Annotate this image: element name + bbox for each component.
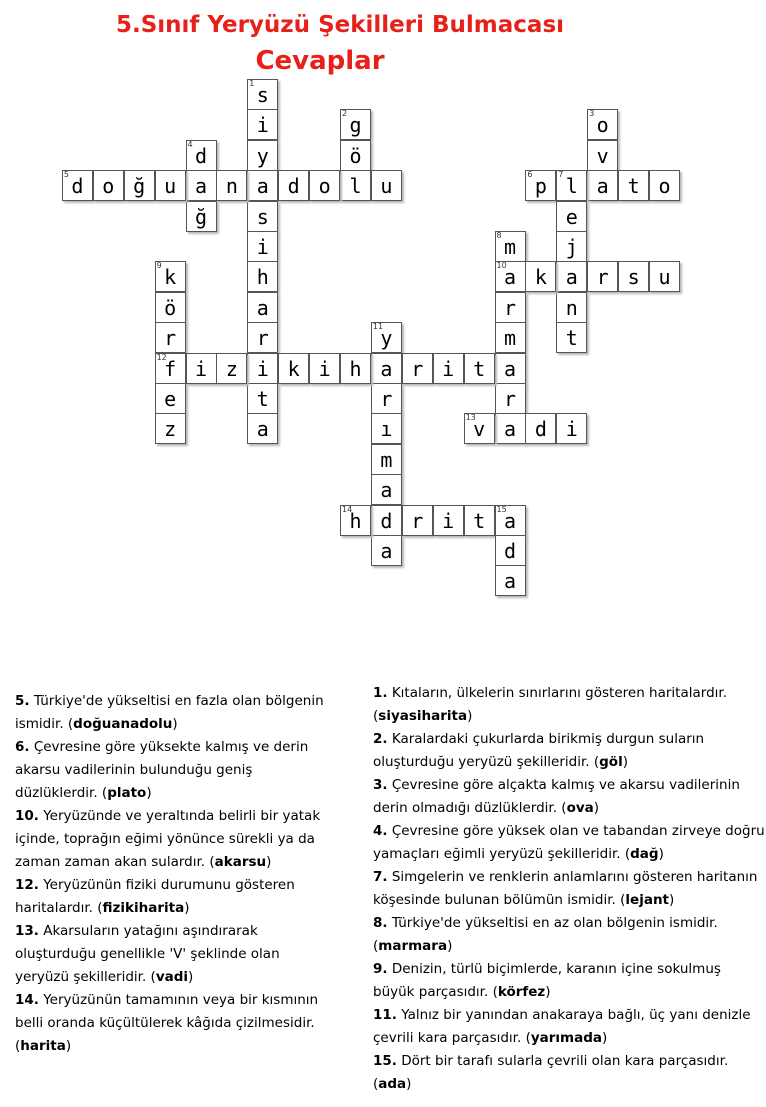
clue-item	[373, 1050, 765, 1096]
grid-cell	[247, 201, 278, 232]
cell-letter: ö	[349, 143, 362, 168]
cell-letter: ğ	[133, 174, 146, 199]
clue-number: 6.	[15, 739, 30, 755]
clue-number: 5	[63, 170, 69, 180]
clue-number: 12	[156, 352, 167, 362]
cell-letter: t	[256, 387, 269, 411]
cell-letter: a	[256, 295, 269, 320]
grid-cell	[402, 353, 433, 384]
clue-paren: )	[447, 938, 453, 954]
cell-letter: m	[503, 235, 517, 259]
cell-letter: t	[627, 174, 640, 199]
grid-cell	[62, 170, 93, 201]
clue-text: Çevresine göre yüksek olan ve tabandan zirveye doğru yamaçları eğimli yeryüzü şekilleridir. (	[373, 823, 765, 862]
cell-letter: i	[442, 356, 455, 381]
clue-paren: )	[184, 900, 190, 916]
grid-cell	[649, 170, 680, 201]
grid-cell	[525, 413, 556, 444]
clue-item	[373, 1004, 765, 1050]
grid-cell	[247, 413, 278, 444]
cell-letter: a	[194, 174, 208, 199]
grid-cell	[155, 261, 186, 292]
clue-answer: göl	[599, 754, 623, 770]
grid-cell	[495, 383, 526, 414]
cell-letter: r	[411, 508, 424, 533]
grid-cell	[495, 292, 526, 323]
clue-number: 10	[496, 261, 507, 271]
grid-cell	[247, 79, 278, 110]
clue-number: 15	[496, 504, 507, 514]
clue-item	[373, 820, 765, 866]
clue-number: 10.	[15, 808, 39, 824]
cell-letter: a	[503, 417, 517, 442]
grid-cell	[371, 474, 402, 505]
grid-cell	[155, 170, 186, 201]
grid-cell	[587, 170, 618, 201]
cell-letter: r	[596, 265, 609, 290]
grid-cell	[371, 535, 402, 566]
clue-item	[373, 728, 765, 774]
clue-paren: )	[406, 1076, 412, 1092]
clue-text: Çevresine göre yüksekte kalmış ve derin akarsu vadilerinin bulunduğu geniş düzlüklerdir. (	[15, 739, 309, 801]
cell-letter: d	[194, 143, 208, 168]
grid-cell	[155, 383, 186, 414]
grid-cell	[186, 353, 217, 384]
grid-cell	[371, 444, 402, 475]
cell-letter: o	[658, 174, 671, 199]
cell-letter: n	[225, 174, 238, 199]
clue-item	[373, 866, 765, 912]
grid-cell	[216, 170, 247, 201]
clue-paren: )	[467, 708, 473, 724]
clue-paren: )	[172, 716, 178, 732]
clue-answer: dağ	[630, 846, 659, 862]
cell-letter: t	[473, 508, 486, 533]
clue-number: 3	[589, 109, 595, 119]
clue-text: Yeryüzünde ve yeraltında belirli bir yatak içinde, toprağın eğimi yönünce sürekli ya da zaman zaman akan sulardır. (	[15, 808, 321, 870]
clue-number: 2.	[373, 731, 388, 747]
grid-cell	[402, 505, 433, 536]
cell-letter: e	[565, 204, 578, 229]
clues-right-column	[373, 682, 765, 1096]
grid-cell	[247, 140, 278, 171]
cell-letter: g	[349, 113, 362, 138]
cell-letter: i	[194, 356, 208, 381]
grid-cell	[587, 140, 618, 171]
cell-letter: k	[164, 265, 177, 290]
clue-paren: )	[65, 1038, 72, 1054]
grid-cell	[186, 170, 217, 201]
clue-item	[373, 774, 765, 820]
grid-cell	[495, 505, 526, 536]
cell-letter: a	[380, 356, 393, 381]
cell-letter: h	[349, 356, 362, 381]
cell-letter: ğ	[194, 204, 208, 229]
grid-cell	[186, 140, 217, 171]
clue-text: Simgelerin ve renklerin anlamlarını gösteren haritanın köşesinde bulunan bölümün ismidir. (	[373, 869, 758, 908]
cell-letter: u	[380, 174, 393, 199]
grid-cell	[247, 170, 278, 201]
clue-answer: doğuanadolu	[73, 716, 173, 732]
grid-cell	[495, 565, 526, 596]
grid-cell	[247, 292, 278, 323]
cell-letter: a	[380, 539, 393, 563]
grid-cell	[464, 413, 495, 444]
cell-letter: r	[503, 387, 517, 411]
clue-text: Türkiye'de yükseltisi en az olan bölgenin ismidir. (	[373, 915, 718, 954]
clue-number: 9.	[373, 961, 388, 977]
clue-answer: ova	[566, 800, 594, 816]
clue-number: 4.	[373, 823, 388, 839]
clue-item	[15, 690, 337, 736]
cell-letter: z	[164, 417, 177, 442]
grid-cell	[556, 322, 587, 353]
clue-item	[373, 682, 765, 728]
grid-cell	[340, 170, 371, 201]
cell-letter: d	[380, 508, 393, 533]
clue-number: 14.	[15, 992, 39, 1008]
cell-letter: a	[380, 478, 393, 503]
clue-text: Akarsuların yatağını aşındırarak oluşturduğu genellikle 'V' şeklinde olan yeryüzü şekilleridir. (	[15, 923, 280, 985]
cell-letter: l	[565, 174, 578, 199]
cell-letter: a	[503, 265, 517, 290]
page-title: 5.Sınıf Yeryüzü Şekilleri Bulmacası	[115, 12, 565, 38]
grid-cell	[556, 292, 587, 323]
cell-letter: j	[565, 235, 578, 259]
grid-cell	[340, 353, 371, 384]
clue-number: 7.	[373, 869, 388, 885]
grid-cell	[155, 292, 186, 323]
cell-letter: a	[503, 508, 517, 533]
grid-cell	[216, 353, 247, 384]
clue-text: Denizin, türlü biçimlerde, karanın içine sokulmuş büyük parçasıdır. (	[373, 961, 721, 1000]
clue-paren: )	[146, 785, 152, 801]
grid-cell	[340, 109, 371, 140]
clue-number: 8	[496, 231, 502, 240]
clue-paren: )	[545, 984, 551, 1000]
grid-cell	[464, 353, 495, 384]
clue-number: 6	[527, 170, 533, 180]
grid-cell	[155, 322, 186, 353]
grid-cell	[556, 201, 587, 232]
grid-cell	[186, 201, 217, 232]
clue-number: 5.	[15, 693, 30, 709]
clue-number: 1.	[373, 685, 388, 701]
clues-left-column	[15, 690, 337, 1058]
cell-letter: u	[658, 265, 671, 290]
clue-number: 7	[558, 170, 564, 180]
cell-letter: r	[503, 295, 517, 320]
grid-cell	[464, 505, 495, 536]
grid-cell	[587, 261, 618, 292]
cell-letter: e	[164, 387, 177, 411]
clue-text: Kıtaların, ülkelerin sınırlarını gösteren haritalardır. (	[373, 685, 727, 724]
clue-number: 2	[342, 109, 348, 119]
grid-cell	[371, 383, 402, 414]
cell-letter: d	[287, 174, 300, 199]
clue-item	[373, 912, 765, 958]
clue-number: 13.	[15, 923, 39, 939]
cell-letter: t	[565, 326, 578, 351]
clue-answer: körfez	[497, 984, 546, 1000]
cell-letter: u	[164, 174, 177, 199]
grid-cell	[495, 261, 526, 292]
clue-item	[15, 805, 337, 874]
cell-letter: d	[71, 174, 84, 199]
cell-letter: i	[318, 356, 331, 381]
grid-cell	[247, 231, 278, 262]
clue-answer: fizikiharita	[102, 900, 185, 916]
cell-letter: y	[256, 143, 269, 168]
grid-cell	[278, 353, 309, 384]
cell-letter: i	[256, 113, 269, 138]
cell-letter: k	[534, 265, 547, 290]
cell-letter: ö	[164, 295, 177, 320]
cell-letter: n	[565, 295, 578, 320]
grid-cell	[495, 353, 526, 384]
grid-cell	[309, 353, 340, 384]
grid-cell	[649, 261, 680, 292]
grid-cell	[371, 170, 402, 201]
clue-text: Dört bir tarafı sularla çevrili olan kara parçasıdır. (	[373, 1053, 729, 1092]
grid-cell	[556, 413, 587, 444]
grid-cell	[433, 353, 464, 384]
clue-text: Yalnız bir yanından anakaraya bağlı, üç yanı denizle çevrili kara parçasıdır. (	[373, 1007, 751, 1046]
cell-letter: o	[318, 174, 331, 199]
clue-number: 13	[465, 413, 476, 423]
cell-letter: r	[411, 356, 424, 381]
clue-number: 14	[342, 504, 353, 514]
grid-cell	[247, 353, 278, 384]
grid-cell	[124, 170, 155, 201]
cell-letter: a	[256, 174, 269, 199]
grid-cell	[495, 535, 526, 566]
grid-cell	[433, 505, 464, 536]
grid-cell	[247, 322, 278, 353]
cell-letter: i	[256, 356, 269, 381]
cell-letter: z	[225, 356, 238, 381]
grid-cell	[309, 170, 340, 201]
clue-item	[15, 989, 337, 1058]
cell-letter: s	[256, 204, 269, 229]
clue-item	[15, 736, 337, 805]
clue-answer: yarımada	[530, 1030, 602, 1046]
clue-number: 15.	[373, 1053, 397, 1069]
grid-cell	[371, 413, 402, 444]
clue-paren: )	[658, 846, 664, 862]
cell-letter: l	[349, 174, 362, 199]
cell-letter: f	[164, 356, 177, 381]
clue-text: Türkiye'de yükseltisi en fazla olan bölgenin ismidir. (	[15, 693, 324, 732]
clue-paren: )	[669, 892, 675, 908]
grid-cell	[495, 413, 526, 444]
grid-cell	[556, 231, 587, 262]
cell-letter: a	[503, 569, 517, 594]
grid-cell	[525, 170, 556, 201]
cell-letter: h	[349, 508, 362, 533]
grid-cell	[93, 170, 124, 201]
grid-cell	[247, 383, 278, 414]
grid-cell	[556, 261, 587, 292]
clue-number: 8.	[373, 915, 388, 931]
cell-letter: v	[473, 417, 486, 442]
cell-letter: m	[380, 447, 393, 472]
clue-text: Yeryüzünün fiziki durumunu gösteren haritalardır. (	[15, 877, 295, 916]
cell-letter: p	[534, 174, 547, 199]
clue-answer: siyasiharita	[378, 708, 468, 724]
cell-letter: a	[503, 356, 517, 381]
grid-cell	[618, 261, 649, 292]
clue-number: 3.	[373, 777, 388, 793]
clue-paren: )	[593, 800, 600, 816]
cell-letter: s	[627, 265, 640, 290]
cell-letter: ı	[380, 417, 393, 442]
cell-letter: y	[380, 326, 393, 351]
page-subtitle: Cevaplar	[255, 46, 385, 76]
clue-answer: ada	[378, 1076, 407, 1092]
grid-cell	[340, 505, 371, 536]
clue-paren: )	[266, 854, 272, 870]
cell-letter: s	[256, 83, 269, 107]
cell-letter: d	[534, 417, 547, 442]
grid-cell	[371, 353, 402, 384]
cell-letter: d	[503, 539, 517, 563]
cell-letter: a	[256, 417, 269, 442]
grid-cell	[495, 231, 526, 262]
grid-cell	[247, 109, 278, 140]
clue-answer: lejant	[625, 892, 670, 908]
cell-letter: o	[596, 113, 609, 138]
clue-number: 4	[187, 139, 193, 149]
clue-answer: harita	[20, 1038, 66, 1054]
clue-number: 11.	[373, 1007, 397, 1023]
cell-letter: i	[442, 508, 455, 533]
clue-item	[373, 958, 765, 1004]
grid-cell	[278, 170, 309, 201]
cell-letter: k	[287, 356, 300, 381]
clue-number: 11	[372, 322, 384, 332]
clue-number: 1	[249, 79, 255, 88]
grid-cell	[340, 140, 371, 171]
clue-answer: plato	[107, 785, 147, 801]
cell-letter: h	[256, 265, 269, 290]
cell-letter: r	[164, 326, 177, 351]
cell-letter: v	[596, 143, 609, 168]
clue-paren: )	[622, 754, 628, 770]
grid-cell	[587, 109, 618, 140]
clue-text: Karalardaki çukurlarda birikmiş durgun suların oluşturduğu yeryüzü şekilleridir. (	[373, 731, 705, 770]
clue-answer: vadi	[155, 969, 189, 985]
cell-letter: r	[380, 387, 393, 411]
grid-cell	[556, 170, 587, 201]
grid-cell	[618, 170, 649, 201]
clue-item	[15, 874, 337, 920]
clue-answer: akarsu	[214, 854, 267, 870]
clue-text: Çevresine göre alçakta kalmış ve akarsu vadilerinin derin olmadığı düzlüklerdir. (	[373, 777, 740, 816]
clue-number: 9	[156, 261, 162, 271]
grid-cell	[371, 322, 402, 353]
clue-item	[15, 920, 337, 989]
grid-cell	[525, 261, 556, 292]
cell-letter: t	[473, 356, 486, 381]
clue-paren: )	[188, 969, 194, 985]
clue-paren: )	[602, 1030, 608, 1046]
cell-letter: a	[596, 174, 609, 199]
cell-letter: m	[503, 326, 517, 351]
grid-cell	[247, 261, 278, 292]
cell-letter: r	[256, 326, 269, 351]
grid-cell	[155, 413, 186, 444]
cell-letter: a	[565, 265, 578, 290]
clue-number: 12.	[15, 877, 39, 893]
clue-answer: marmara	[378, 938, 448, 954]
cell-letter: i	[256, 235, 269, 259]
cell-letter: i	[565, 417, 578, 442]
grid-cell	[495, 322, 526, 353]
grid-cell	[155, 353, 186, 384]
cell-letter: o	[102, 174, 115, 199]
grid-cell	[371, 505, 402, 536]
clue-text: Yeryüzünün tamamının veya bir kısmının belli oranda küçültülerek kâğıda çizilmesidir. (	[15, 992, 319, 1054]
